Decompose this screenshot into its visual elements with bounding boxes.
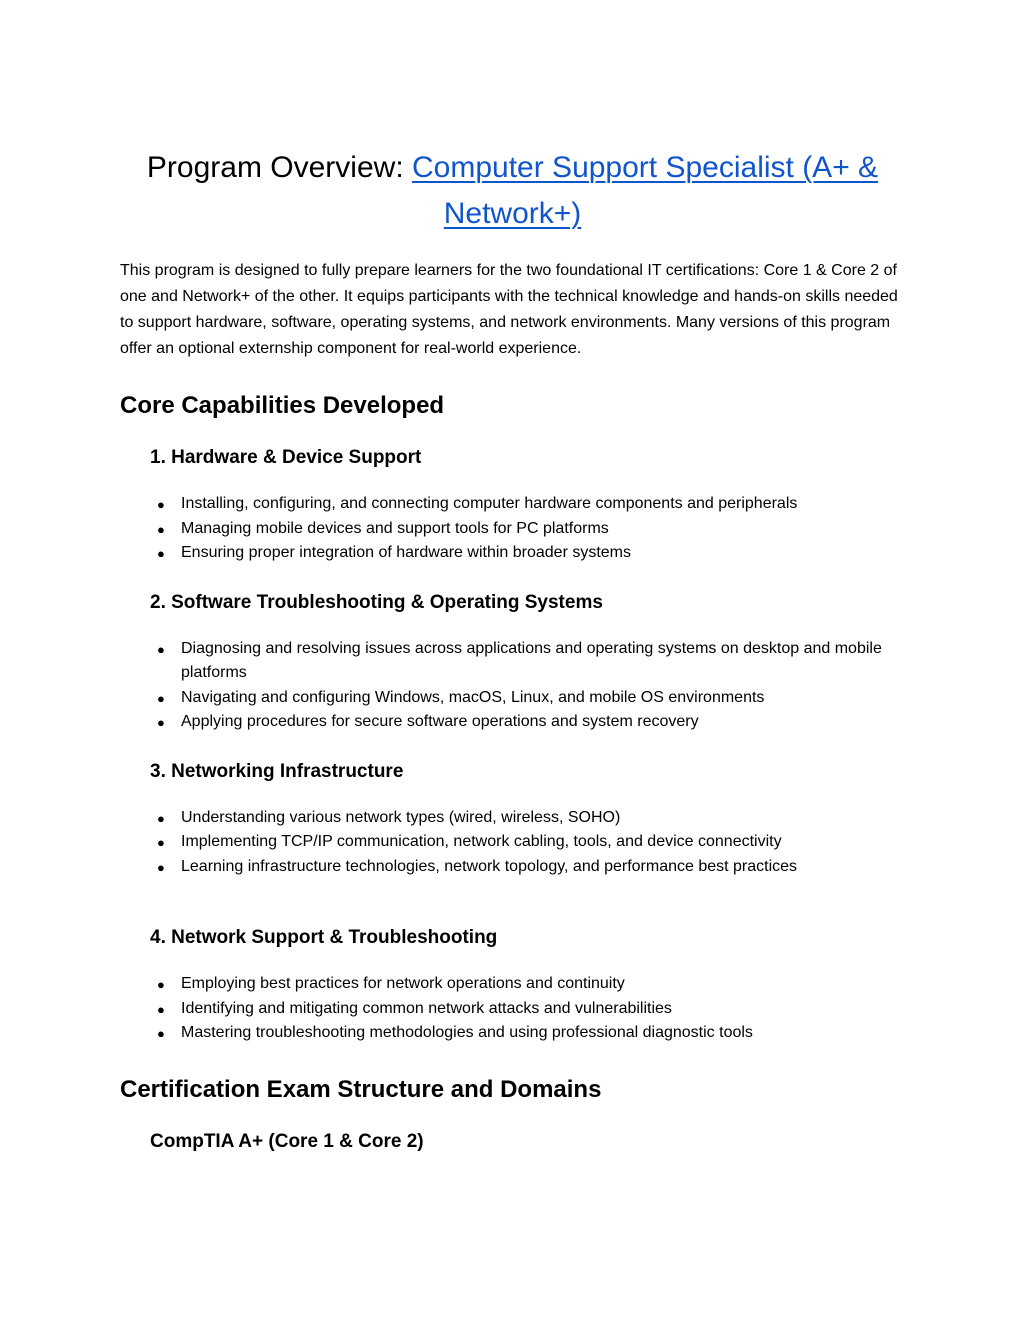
bullet-icon: ● [157,977,165,992]
list-item-text: Navigating and configuring Windows, macOS, Linux, and mobile OS environments [181,688,765,706]
bullet-icon: ● [157,835,165,850]
list-item [157,637,905,686]
list-item [157,710,905,735]
bullet-icon: ● [157,810,165,826]
subsection-heading-networking-infrastructure: 3. Networking Infrastructure [150,760,404,782]
bullet-icon: ● [157,497,165,512]
list-item [157,492,905,517]
bullet-icon: ● [157,521,165,537]
section-heading-core-capabilities: Core Capabilities Developed [120,392,445,419]
list-item [157,686,905,711]
list-item [157,806,905,831]
list-item-text: Mastering troubleshooting methodologies and using professional diagnostic tools [181,1024,753,1041]
list-item [157,855,905,880]
document-title [120,145,905,237]
subsection-heading-software-troubleshooting: 2. Software Troubleshooting & Operating Systems [150,591,603,613]
bullet-icon: ● [157,546,165,561]
list-item-text: Employing best practices for network operations and continuity [181,975,625,992]
bullet-icon: ● [157,715,165,730]
list-item [157,830,905,855]
subsection-heading-comptia-a-plus: CompTIA A+ (Core 1 & Core 2) [150,1130,424,1152]
bullet-list-hardware [120,492,905,566]
list-item [157,517,905,542]
document-title-link[interactable]: Computer Support Specialist (A+ & Network+) [412,151,879,230]
bullet-icon: ● [157,690,165,706]
subsection-heading-hardware-device-support: 1. Hardware & Device Support [150,447,422,468]
intro-paragraph: This program is designed to fully prepare learners for the two foundational IT certifications: Core 1 & Core 2 of one and Network+ of the other. It equips participants with the technical knowledge and hands-on skills needed to support hardware, software, operating systems, and network environments. Many versions of this program offer an optional externship component for real-world experience. [120,262,898,357]
bullet-icon: ● [157,1001,165,1017]
list-item-text: Managing mobile devices and support tools for PC platforms [181,519,609,537]
list-item-text: Implementing TCP/IP communication, network cabling, tools, and device connectivity [181,833,782,850]
list-item-text: Understanding various network types (wired, wireless, SOHO) [181,808,621,826]
list-item-text: Applying procedures for secure software operations and system recovery [181,713,699,730]
list-item [157,997,905,1022]
bullet-list-software [120,637,905,735]
list-item [157,972,905,997]
bullet-icon: ● [157,1026,165,1041]
bullet-list-network-support [120,972,905,1046]
list-item-text: Ensuring proper integration of hardware within broader systems [181,544,632,561]
list-item-text: Diagnosing and resolving issues across applications and operating systems on desktop and mobile platforms [181,639,882,681]
list-item-text: Installing, configuring, and connecting computer hardware components and peripherals [181,495,798,512]
bullet-icon: ● [157,641,165,657]
list-item [157,541,905,566]
section-heading-certification-exam: Certification Exam Structure and Domains [120,1075,602,1103]
bullet-list-networking [120,806,905,880]
list-item-text: Identifying and mitigating common network attacks and vulnerabilities [181,999,672,1017]
subsection-heading-network-support: 4. Network Support & Troubleshooting [150,927,498,948]
list-item [157,1021,905,1046]
document-title-prefix: Program Overview: [146,151,412,184]
list-item-text: Learning infrastructure technologies, network topology, and performance best practices [181,857,798,875]
bullet-icon: ● [157,859,165,875]
